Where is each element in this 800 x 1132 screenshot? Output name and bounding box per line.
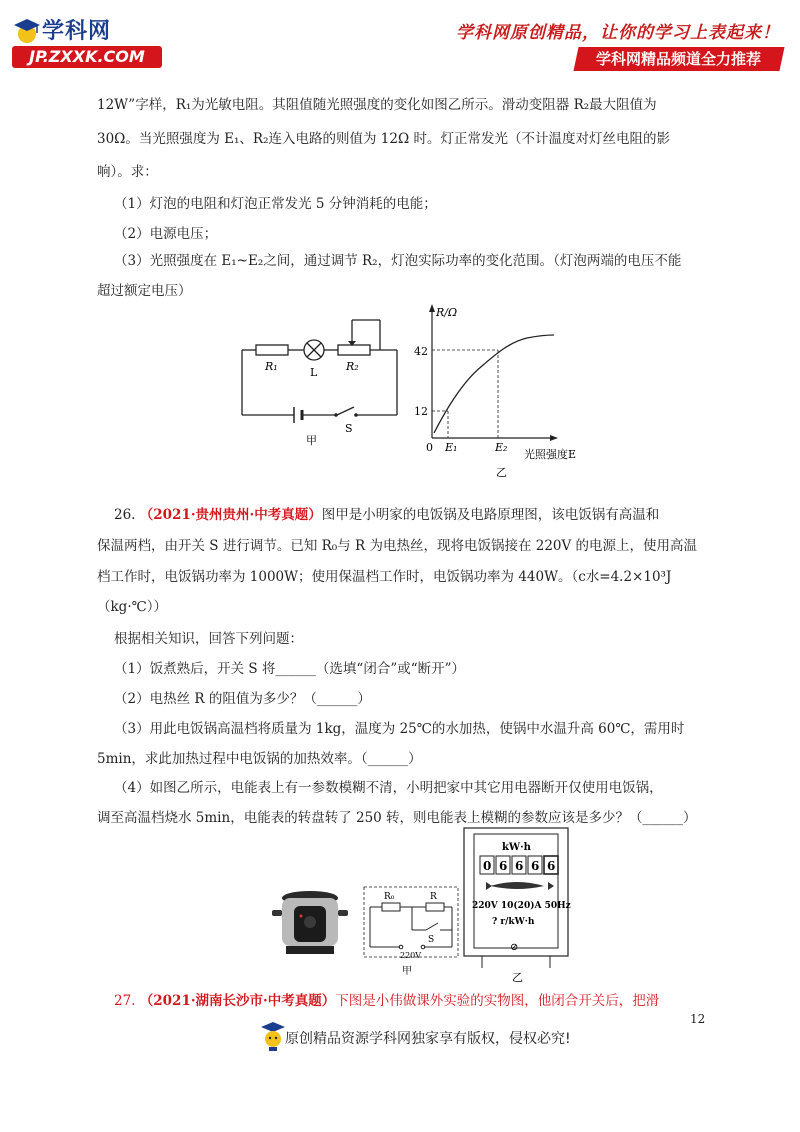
label-s: S — [345, 422, 353, 435]
meter-rating: 220V 10(20)A 50Hz — [472, 901, 571, 911]
y-axis-label: R/Ω — [436, 306, 458, 319]
tick-e1: E₁ — [445, 441, 458, 454]
rice-cooker-circuit — [362, 885, 462, 977]
caption-a2: 甲 — [402, 966, 412, 977]
q26-line2: 保温两档，由开关 S 进行调节。已知 R₀与 R 为电热丝，现将电饭锅接在 220V 的电源上，使用高温 — [97, 538, 698, 554]
tick-42: 42 — [414, 345, 428, 358]
meter-digits — [480, 856, 558, 874]
q25-sub3: （3）光照强度在 E₁~E₂之间，通过调节 R₂，灯泡实际功率的变化范围。（灯泡两端的电压不能 — [114, 253, 682, 269]
label-r0: R₀ — [384, 892, 395, 902]
q26-sub1: （1）饭煮熟后，开关 S 将______（选填“闭合”或“断开”） — [114, 661, 466, 677]
q25-sub3-cont: 超过额定电压） — [97, 283, 192, 299]
q26-sub3: （3）用此电饭锅高温档将质量为 1kg，温度为 25℃的水加热，使锅中水温升高 60℃，需用时 — [114, 721, 685, 737]
q26-sub3-cont: 5min，求此加热过程中电饭锅的加热效率。（______） — [97, 751, 422, 767]
meter-disk — [490, 882, 544, 889]
q25-sub2: （2）电源电压； — [114, 226, 218, 242]
copyright-notice: 原创精品资源学科网独家享有版权，侵权必究! — [285, 1031, 571, 1047]
meter-unit: kW·h — [502, 842, 531, 853]
tick-12: 12 — [414, 405, 428, 418]
label-l: L — [310, 366, 318, 379]
q26-sub2: （2）电热丝 R 的阻值为多少？（______） — [114, 691, 371, 707]
x-axis-label: 光照强度E — [524, 448, 577, 461]
digit-3: 6 — [531, 859, 540, 873]
q26-sub4: （4）如图乙所示，电能表上有一参数模糊不清，小明把家中其它用电器断开仅使用电饭锅， — [114, 780, 663, 796]
mascot-icon — [260, 1020, 286, 1052]
label-r2: R₂ — [346, 360, 359, 373]
q26-sub4-cont: 调至高温档烧水 5min，电能表的转盘转了 250 转，则电能表上模糊的参数应该是多少？（______） — [97, 810, 697, 826]
q26-intro: 根据相关知识，回答下列问题： — [114, 631, 303, 647]
tick-e2: E₂ — [495, 441, 508, 454]
label-s2: S — [428, 935, 435, 945]
q25-line2: 30Ω。当光照强度为 E₁、R₂连入电路的则值为 12Ω 时。灯正常发光（不计温度对灯丝电阻的影 — [97, 131, 670, 147]
site-logo[interactable] — [12, 14, 162, 76]
meter-knob: ⊘ — [510, 942, 519, 953]
caption-b: 乙 — [496, 466, 507, 479]
page-number: 12 — [690, 1012, 706, 1026]
label-r1: R₁ — [265, 360, 278, 373]
q25-sub1: （1）灯泡的电阻和灯泡正常发光 5 分钟消耗的电能； — [114, 196, 437, 212]
digit-2: 6 — [515, 859, 524, 873]
q26-line1: 26. （2021·贵州贵州·中考真题）图甲是小明家的电饭锅及电路原理图，该电饭锅有高温和 — [114, 507, 660, 523]
resistor-r1 — [256, 345, 288, 355]
meter-param: ? r/kW·h — [492, 917, 535, 927]
origin-label: 0 — [426, 441, 433, 454]
circuit-diagram-a — [232, 310, 412, 450]
digit-4: 6 — [547, 859, 556, 873]
rice-cooker-image — [268, 888, 352, 958]
q26-line3: 档工作时，电饭锅功率为 1000W；使用保温档工作时，电饭锅功率为 440W。（c水=4.2×10³J — [97, 569, 672, 585]
header-slogan: 学科网原创精品，让你的学习上表起来！ — [456, 23, 780, 43]
electric-meter — [462, 826, 572, 984]
label-r: R — [430, 892, 437, 902]
header-banner: 学科网精品频道全力推荐 — [573, 47, 784, 71]
caption-b2: 乙 — [512, 971, 523, 984]
label-220v: 220V — [400, 951, 422, 960]
graduation-cap-icon — [12, 16, 42, 46]
logo-text: 学科网 — [42, 19, 112, 44]
q27-line1: 27. （2021·湖南长沙市·中考真题）下图是小伟做课外实验的实物图，他闭合开关后，把滑 — [114, 993, 660, 1009]
resistance-light-graph — [412, 298, 592, 483]
digit-1: 6 — [499, 859, 508, 873]
q26-line4: （kg·℃）） — [97, 599, 167, 615]
q25-line1: 12W”字样，R₁为光敏电阻。其阻值随光照强度的变化如图乙所示。滑动变阻器 R₂最大阻值为 — [97, 97, 657, 113]
caption-a: 甲 — [306, 434, 317, 447]
digit-0: 0 — [483, 859, 492, 873]
rheostat-r2 — [338, 345, 370, 355]
q25-line3: 响）。求： — [97, 164, 158, 180]
logo-url: JP.ZXXK.COM — [12, 46, 162, 68]
